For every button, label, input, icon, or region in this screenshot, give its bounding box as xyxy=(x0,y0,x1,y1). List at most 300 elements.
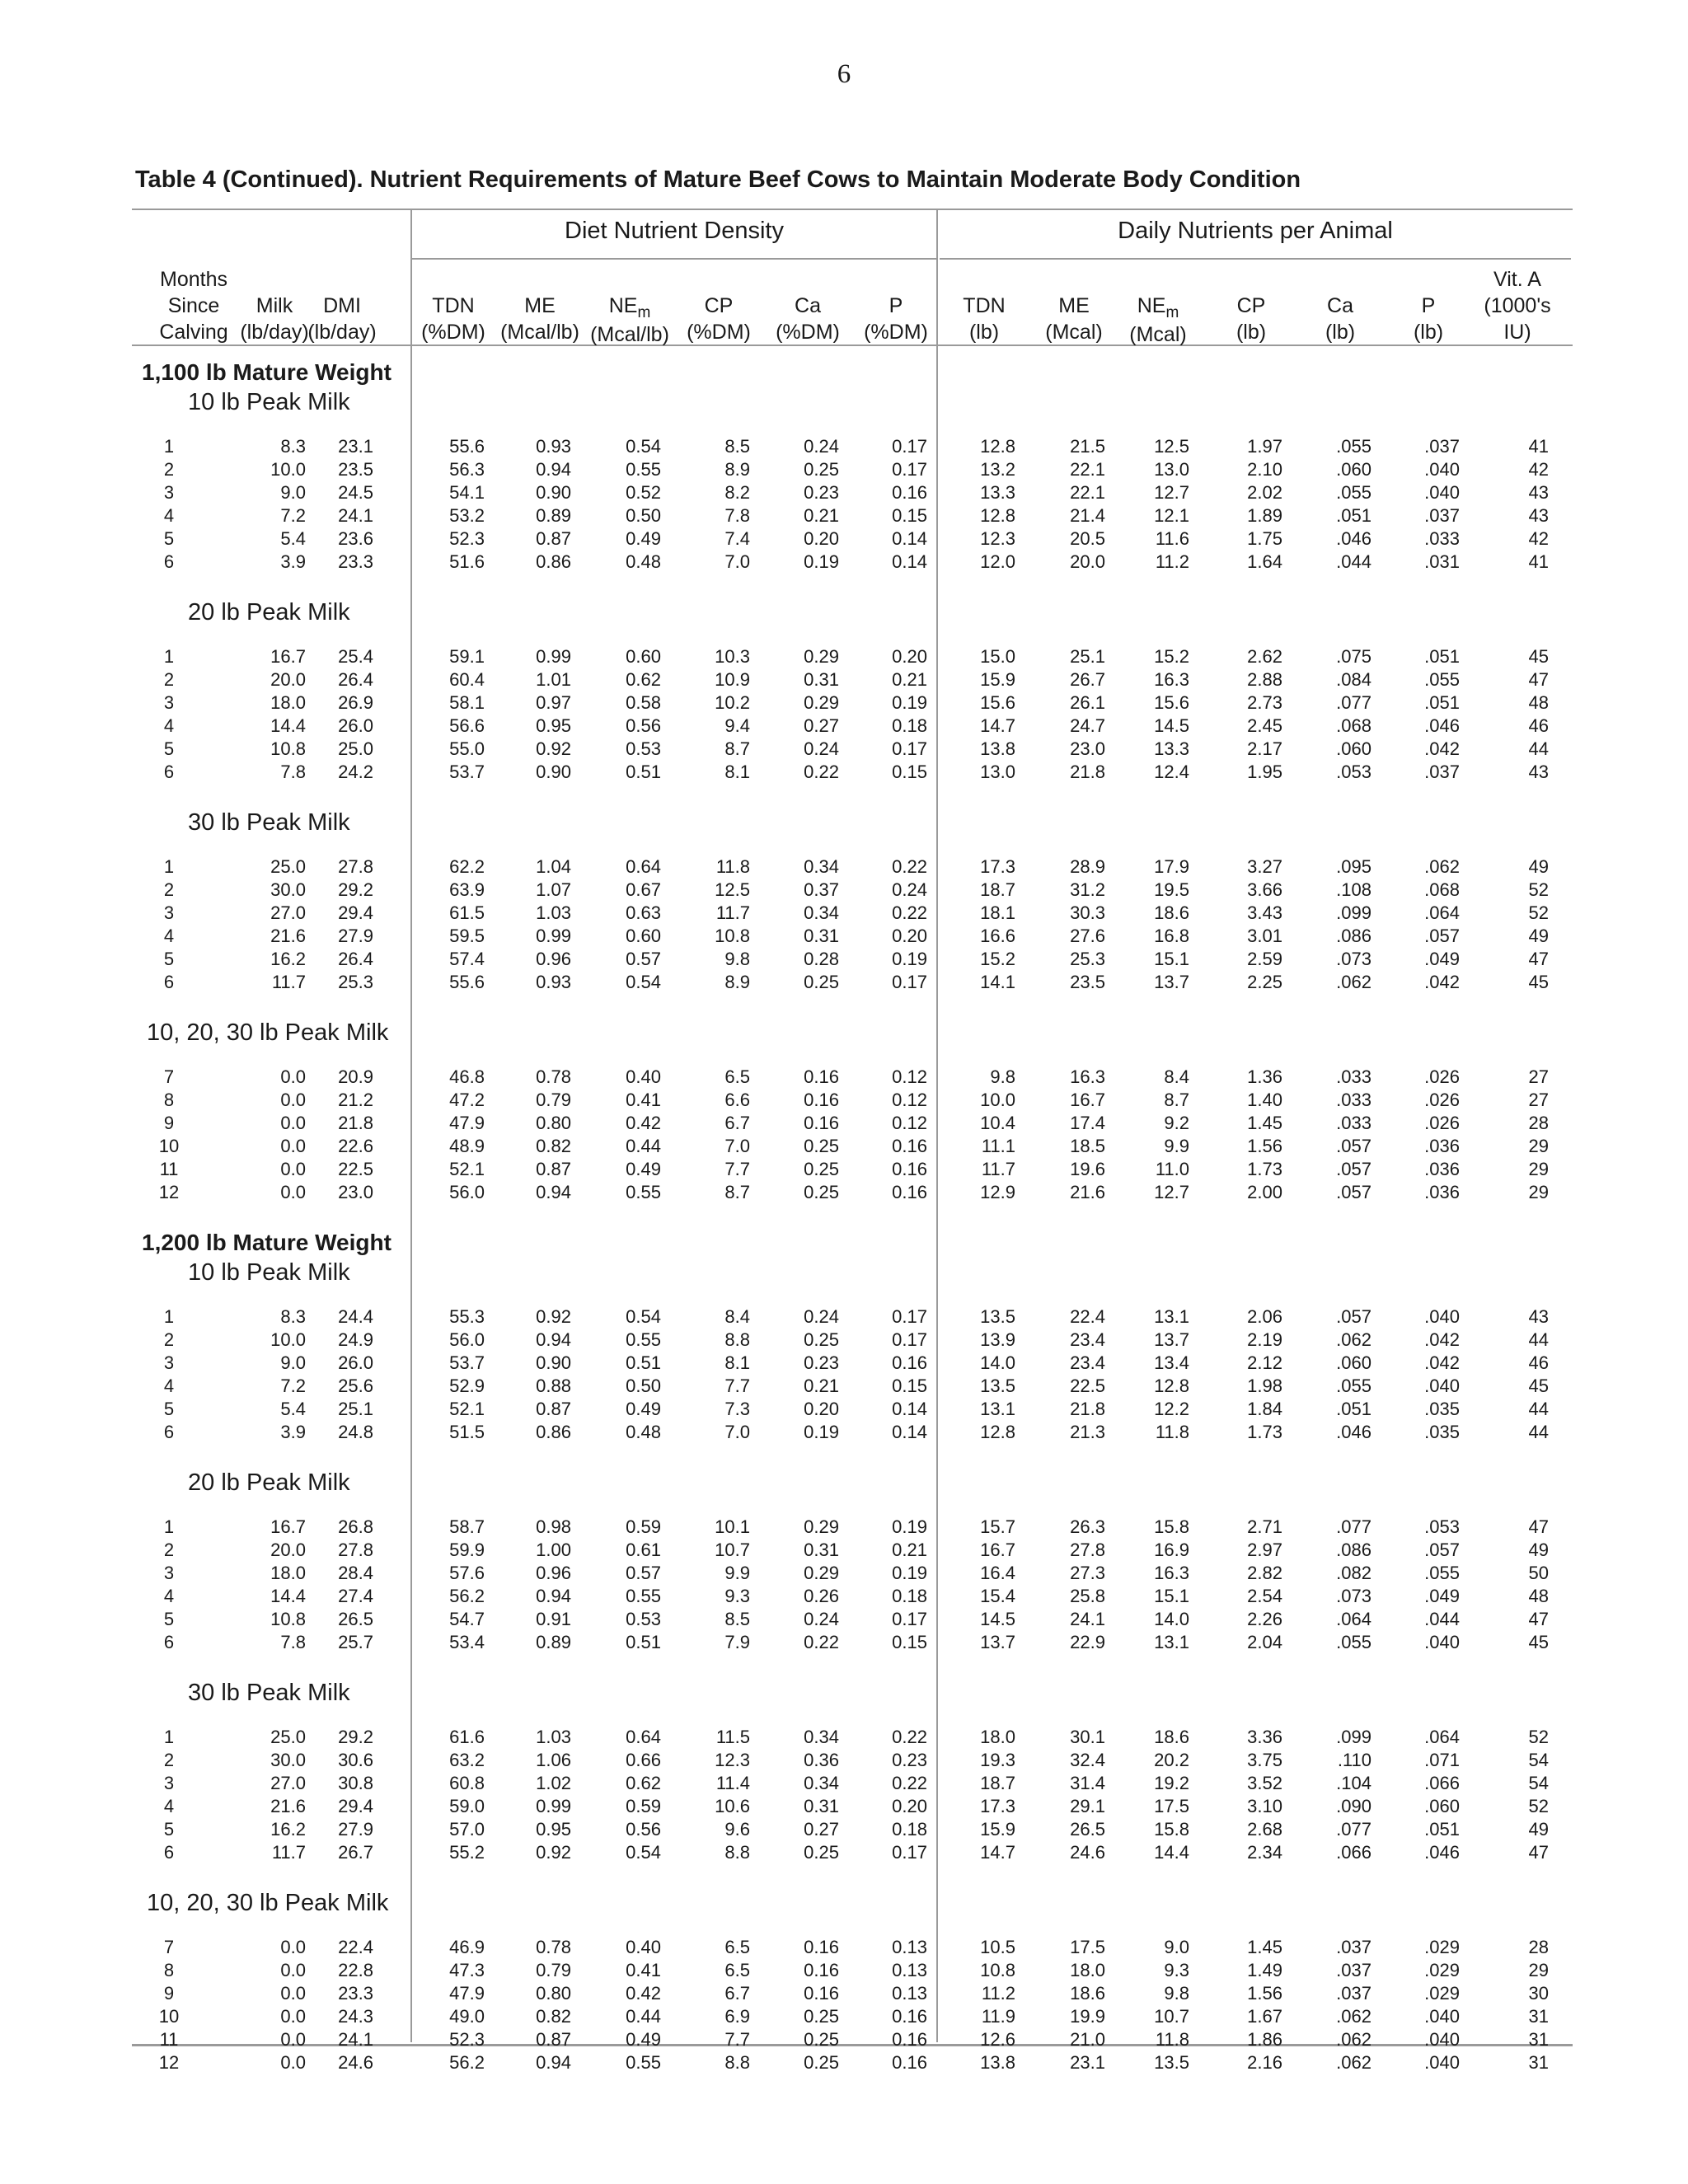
cell-nem-mcal-lb: 0.40 xyxy=(626,1066,661,1087)
cell-me-mcal-lb: 0.82 xyxy=(536,1136,571,1156)
col-header-line: (lb) xyxy=(968,321,1000,344)
cell-tdn-lb: 11.2 xyxy=(981,1983,1015,2004)
cell-dmi: 22.8 xyxy=(338,1960,373,1980)
cell-cp-dm: 8.8 xyxy=(724,1842,750,1863)
cell-cp-lb: 2.06 xyxy=(1247,1306,1282,1327)
cell-dmi: 23.1 xyxy=(338,436,373,457)
cell-me-mcal: 20.0 xyxy=(1070,551,1105,572)
cell-p-lb: .044 xyxy=(1424,1609,1460,1629)
cell-nem-mcal: 15.2 xyxy=(1154,646,1189,667)
cell-months: 1 xyxy=(163,856,175,877)
cell-months: 8 xyxy=(163,1090,175,1110)
cell-months: 4 xyxy=(163,1376,175,1396)
cell-dmi: 25.0 xyxy=(338,738,373,759)
cell-me-mcal: 31.2 xyxy=(1070,879,1105,900)
cell-p-lb: .042 xyxy=(1424,972,1460,992)
cell-cp-lb: 1.73 xyxy=(1247,1422,1282,1442)
cell-nem-mcal: 19.2 xyxy=(1154,1773,1189,1793)
cell-tdn-lb: 12.8 xyxy=(980,1422,1015,1442)
cell-cp-lb: 2.97 xyxy=(1247,1540,1282,1560)
cell-months: 6 xyxy=(163,1842,175,1863)
cell-ca-dm: 0.34 xyxy=(804,856,839,877)
section-milk-label: 30 lb Peak Milk xyxy=(188,809,350,836)
cell-milk: 20.0 xyxy=(270,669,306,690)
cell-cp-lb: 2.10 xyxy=(1247,459,1282,480)
cell-nem-mcal-lb: 0.42 xyxy=(626,1113,661,1133)
cell-cp-dm: 6.5 xyxy=(724,1066,750,1087)
cell-nem-mcal-lb: 0.58 xyxy=(626,692,661,713)
cell-milk: 3.9 xyxy=(280,1422,306,1442)
cell-me-mcal-lb: 0.89 xyxy=(536,505,571,526)
cell-me-mcal-lb: 0.95 xyxy=(536,715,571,736)
section-milk-label: 10 lb Peak Milk xyxy=(188,389,350,415)
cell-me-mcal-lb: 0.92 xyxy=(536,1842,571,1863)
cell-dmi: 28.4 xyxy=(338,1563,373,1583)
cell-nem-mcal-lb: 0.44 xyxy=(626,2006,661,2027)
cell-cp-dm: 6.6 xyxy=(724,1090,750,1110)
cell-dmi: 30.8 xyxy=(338,1773,373,1793)
cell-nem-mcal-lb: 0.49 xyxy=(626,528,661,549)
cell-tdn-dm: 46.9 xyxy=(449,1937,485,1957)
cell-nem-mcal-lb: 0.41 xyxy=(626,1960,661,1980)
cell-milk: 16.7 xyxy=(270,646,306,667)
cell-nem-mcal: 14.0 xyxy=(1154,1609,1189,1629)
page-number: 6 xyxy=(837,59,851,89)
cell-nem-mcal-lb: 0.55 xyxy=(626,1329,661,1350)
cell-milk: 14.4 xyxy=(270,715,306,736)
cell-p-lb: .066 xyxy=(1424,1773,1460,1793)
cell-nem-mcal: 12.5 xyxy=(1154,436,1189,457)
cell-me-mcal: 22.1 xyxy=(1070,459,1105,480)
cell-cp-lb: 2.04 xyxy=(1247,1632,1282,1652)
cell-cp-dm: 12.5 xyxy=(715,879,750,900)
cell-months: 1 xyxy=(163,436,175,457)
cell-me-mcal: 21.3 xyxy=(1070,1422,1105,1442)
cell-p-lb: .060 xyxy=(1424,1796,1460,1816)
cell-milk: 9.0 xyxy=(280,1352,306,1373)
cell-months: 9 xyxy=(163,1113,175,1133)
cell-ca-dm: 0.27 xyxy=(804,715,839,736)
cell-months: 11 xyxy=(159,2029,179,2050)
cell-p-lb: .046 xyxy=(1424,715,1460,736)
col-header-line xyxy=(1202,266,1301,293)
group-header-daily: Daily Nutrients per Animal xyxy=(1118,218,1393,244)
cell-me-mcal: 16.7 xyxy=(1070,1090,1105,1110)
cell-cp-lb: 1.67 xyxy=(1247,2006,1282,2027)
cell-milk: 0.0 xyxy=(280,2006,306,2027)
cell-ca-dm: 0.20 xyxy=(804,1399,839,1419)
cell-cp-dm: 7.7 xyxy=(724,1159,750,1179)
cell-ca-lb: .077 xyxy=(1336,692,1372,713)
cell-me-mcal: 29.1 xyxy=(1070,1796,1105,1816)
cell-me-mcal: 27.6 xyxy=(1070,926,1105,946)
cell-tdn-dm: 55.6 xyxy=(449,972,485,992)
cell-tdn-lb: 11.7 xyxy=(981,1159,1015,1179)
cell-milk: 0.0 xyxy=(280,1159,306,1179)
cell-cp-dm: 9.3 xyxy=(724,1586,750,1606)
cell-dmi: 20.9 xyxy=(338,1066,373,1087)
cell-cp-lb: 1.49 xyxy=(1247,1960,1282,1980)
cell-tdn-dm: 61.6 xyxy=(449,1727,485,1747)
cell-ca-dm: 0.24 xyxy=(804,1609,839,1629)
cell-me-mcal-lb: 0.98 xyxy=(536,1516,571,1537)
cell-me-mcal: 22.5 xyxy=(1070,1376,1105,1396)
cell-milk: 16.2 xyxy=(270,1819,306,1840)
cell-nem-mcal: 12.7 xyxy=(1154,482,1189,503)
cell-dmi: 23.0 xyxy=(338,1182,373,1202)
cell-cp-lb: 1.86 xyxy=(1247,2029,1282,2050)
cell-milk: 27.0 xyxy=(270,902,306,923)
cell-ca-dm: 0.29 xyxy=(804,1516,839,1537)
cell-p-lb: .049 xyxy=(1424,949,1460,969)
col-header-line: (lb/day) xyxy=(240,321,309,344)
cell-dmi: 27.8 xyxy=(338,1540,373,1560)
cell-p-lb: .036 xyxy=(1424,1182,1460,1202)
cell-nem-mcal-lb: 0.54 xyxy=(626,972,661,992)
cell-p-lb: .040 xyxy=(1424,1632,1460,1652)
cell-milk: 20.0 xyxy=(270,1540,306,1560)
cell-milk: 7.2 xyxy=(280,1376,306,1396)
section-milk-label: 20 lb Peak Milk xyxy=(188,599,350,626)
cell-p-lb: .031 xyxy=(1424,551,1460,572)
top-rule xyxy=(132,209,1573,210)
cell-ca-dm: 0.22 xyxy=(804,1632,839,1652)
cell-nem-mcal: 13.5 xyxy=(1154,2052,1189,2073)
cell-tdn-lb: 17.3 xyxy=(980,856,1015,877)
cell-cp-lb: 2.16 xyxy=(1247,2052,1282,2073)
cell-cp-dm: 7.0 xyxy=(724,1136,750,1156)
cell-me-mcal: 19.9 xyxy=(1070,2006,1105,2027)
section-milk-label: 10, 20, 30 lb Peak Milk xyxy=(147,1019,389,1046)
cell-me-mcal-lb: 0.99 xyxy=(536,926,571,946)
cell-months: 3 xyxy=(163,1352,175,1373)
cell-months: 10 xyxy=(158,1136,180,1156)
cell-months: 4 xyxy=(163,1796,175,1816)
cell-dmi: 25.1 xyxy=(338,1399,373,1419)
cell-tdn-lb: 18.7 xyxy=(980,879,1015,900)
cell-p-dm: 0.17 xyxy=(892,972,927,992)
cell-cp-lb: 1.97 xyxy=(1247,436,1282,457)
cell-p-dm: 0.17 xyxy=(892,1609,927,1629)
cell-nem-mcal-lb: 0.53 xyxy=(626,738,661,759)
cell-ca-lb: .099 xyxy=(1336,1727,1372,1747)
cell-nem-mcal-lb: 0.44 xyxy=(626,1136,661,1156)
cell-p-dm: 0.15 xyxy=(892,1632,927,1652)
cell-tdn-dm: 60.4 xyxy=(449,669,485,690)
cell-nem-mcal: 13.1 xyxy=(1154,1306,1189,1327)
cell-ca-lb: .037 xyxy=(1336,1937,1372,1957)
cell-p-lb: .051 xyxy=(1424,1819,1460,1840)
cell-p-lb: .053 xyxy=(1424,1516,1460,1537)
cell-p-dm: 0.19 xyxy=(892,949,927,969)
cell-cp-lb: 3.01 xyxy=(1247,926,1282,946)
cell-cp-dm: 11.5 xyxy=(715,1727,750,1747)
cell-vit-a: 44 xyxy=(1528,738,1549,759)
cell-ca-dm: 0.16 xyxy=(804,1113,839,1133)
cell-ca-lb: .033 xyxy=(1336,1066,1372,1087)
cell-cp-dm: 11.7 xyxy=(715,902,750,923)
cell-dmi: 26.8 xyxy=(338,1516,373,1537)
cell-vit-a: 31 xyxy=(1528,2029,1549,2050)
cell-tdn-dm: 58.1 xyxy=(449,692,485,713)
cell-dmi: 24.5 xyxy=(338,482,373,503)
cell-me-mcal: 25.1 xyxy=(1070,646,1105,667)
cell-me-mcal: 21.8 xyxy=(1070,762,1105,782)
cell-cp-dm: 7.8 xyxy=(724,505,750,526)
cell-cp-lb: 2.25 xyxy=(1247,972,1282,992)
cell-dmi: 27.4 xyxy=(338,1586,373,1606)
cell-tdn-dm: 56.2 xyxy=(449,2052,485,2073)
cell-nem-mcal-lb: 0.57 xyxy=(626,1563,661,1583)
cell-tdn-lb: 10.5 xyxy=(980,1937,1015,1957)
col-header-line: Calving xyxy=(159,321,228,344)
col-header-ca-lb xyxy=(1291,266,1390,345)
cell-cp-dm: 8.9 xyxy=(724,972,750,992)
cell-nem-mcal: 10.7 xyxy=(1154,2006,1189,2027)
cell-me-mcal-lb: 0.91 xyxy=(536,1609,571,1629)
cell-cp-dm: 10.2 xyxy=(715,692,750,713)
col-header-line xyxy=(669,266,768,293)
table-title: Table 4 (Continued). Nutrient Requirements of Mature Beef Cows to Maintain Moderate Body Condition xyxy=(135,166,1301,193)
cell-months: 6 xyxy=(163,762,175,782)
cell-months: 7 xyxy=(163,1937,175,1957)
cell-vit-a: 27 xyxy=(1528,1066,1549,1087)
col-header-line xyxy=(1291,266,1390,293)
cell-nem-mcal: 12.7 xyxy=(1154,1182,1189,1202)
cell-vit-a: 47 xyxy=(1528,949,1549,969)
cell-vit-a: 42 xyxy=(1528,528,1549,549)
cell-p-lb: .035 xyxy=(1424,1399,1460,1419)
cell-cp-dm: 8.1 xyxy=(724,762,750,782)
cell-milk: 0.0 xyxy=(280,1113,306,1133)
cell-milk: 5.4 xyxy=(280,528,306,549)
cell-milk: 0.0 xyxy=(280,1182,306,1202)
cell-tdn-lb: 17.3 xyxy=(980,1796,1015,1816)
cell-dmi: 26.9 xyxy=(338,692,373,713)
cell-cp-lb: 3.43 xyxy=(1247,902,1282,923)
cell-me-mcal-lb: 0.86 xyxy=(536,1422,571,1442)
cell-cp-dm: 8.7 xyxy=(724,738,750,759)
cell-cp-dm: 10.6 xyxy=(715,1796,750,1816)
section-weight-label: 1,200 lb Mature Weight xyxy=(142,1230,392,1255)
cell-ca-lb: .062 xyxy=(1336,2052,1372,2073)
cell-p-dm: 0.13 xyxy=(892,1960,927,1980)
cell-months: 5 xyxy=(163,949,175,969)
cell-ca-dm: 0.37 xyxy=(804,879,839,900)
cell-vit-a: 49 xyxy=(1528,856,1549,877)
col-header-subscript: m xyxy=(637,304,651,321)
cell-p-lb: .064 xyxy=(1424,1727,1460,1747)
cell-p-lb: .040 xyxy=(1424,2006,1460,2027)
section-milk-label: 20 lb Peak Milk xyxy=(188,1469,350,1496)
cell-milk: 7.8 xyxy=(280,762,306,782)
cell-ca-dm: 0.26 xyxy=(804,1586,839,1606)
cell-me-mcal-lb: 1.03 xyxy=(536,902,571,923)
cell-ca-dm: 0.25 xyxy=(804,1159,839,1179)
cell-p-dm: 0.14 xyxy=(892,1399,927,1419)
cell-ca-dm: 0.29 xyxy=(804,646,839,667)
cell-cp-dm: 10.7 xyxy=(715,1540,750,1560)
cell-nem-mcal-lb: 0.55 xyxy=(626,1586,661,1606)
cell-dmi: 21.2 xyxy=(338,1090,373,1110)
cell-tdn-lb: 12.8 xyxy=(980,436,1015,457)
cell-p-dm: 0.16 xyxy=(892,482,927,503)
cell-nem-mcal-lb: 0.60 xyxy=(626,646,661,667)
cell-me-mcal-lb: 1.04 xyxy=(536,856,571,877)
cell-me-mcal: 22.1 xyxy=(1070,482,1105,503)
cell-tdn-dm: 59.9 xyxy=(449,1540,485,1560)
cell-months: 6 xyxy=(163,1422,175,1442)
cell-nem-mcal-lb: 0.54 xyxy=(626,1306,661,1327)
cell-dmi: 26.5 xyxy=(338,1609,373,1629)
cell-cp-dm: 8.5 xyxy=(724,1609,750,1629)
cell-cp-lb: 1.95 xyxy=(1247,762,1282,782)
cell-p-dm: 0.19 xyxy=(892,692,927,713)
cell-nem-mcal: 13.1 xyxy=(1154,1632,1189,1652)
cell-nem-mcal: 12.8 xyxy=(1154,1376,1189,1396)
cell-tdn-lb: 18.7 xyxy=(980,1773,1015,1793)
cell-p-lb: .029 xyxy=(1424,1983,1460,2004)
cell-nem-mcal: 11.0 xyxy=(1155,1159,1189,1179)
cell-p-dm: 0.16 xyxy=(892,1182,927,1202)
cell-p-dm: 0.16 xyxy=(892,1136,927,1156)
cell-milk: 25.0 xyxy=(270,1727,306,1747)
cell-p-dm: 0.14 xyxy=(892,528,927,549)
cell-tdn-lb: 10.4 xyxy=(980,1113,1015,1133)
cell-p-dm: 0.17 xyxy=(892,436,927,457)
cell-vit-a: 46 xyxy=(1528,715,1549,736)
cell-p-lb: .057 xyxy=(1424,926,1460,946)
cell-cp-dm: 9.6 xyxy=(724,1819,750,1840)
cell-ca-lb: .046 xyxy=(1336,528,1372,549)
cell-p-dm: 0.23 xyxy=(892,1750,927,1770)
cell-me-mcal-lb: 1.02 xyxy=(536,1773,571,1793)
cell-cp-dm: 10.3 xyxy=(715,646,750,667)
cell-cp-lb: 2.62 xyxy=(1247,646,1282,667)
col-header-line xyxy=(1379,266,1478,293)
cell-p-dm: 0.16 xyxy=(892,2052,927,2073)
cell-p-dm: 0.17 xyxy=(892,1329,927,1350)
cell-months: 2 xyxy=(163,1329,175,1350)
cell-nem-mcal: 13.7 xyxy=(1154,972,1189,992)
cell-ca-lb: .051 xyxy=(1336,505,1372,526)
cell-nem-mcal-lb: 0.49 xyxy=(626,1399,661,1419)
cell-tdn-lb: 14.1 xyxy=(980,972,1015,992)
cell-ca-dm: 0.16 xyxy=(804,1090,839,1110)
col-header-line: (lb) xyxy=(1325,321,1356,344)
cell-me-mcal-lb: 0.96 xyxy=(536,949,571,969)
cell-p-dm: 0.22 xyxy=(892,902,927,923)
cell-tdn-dm: 46.8 xyxy=(449,1066,485,1087)
col-header-line: Ca xyxy=(1327,294,1353,317)
cell-ca-dm: 0.25 xyxy=(804,1136,839,1156)
cell-me-mcal: 20.5 xyxy=(1070,528,1105,549)
cell-nem-mcal-lb: 0.57 xyxy=(626,949,661,969)
cell-nem-mcal: 16.3 xyxy=(1154,1563,1189,1583)
cell-cp-lb: 1.56 xyxy=(1247,1136,1282,1156)
cell-tdn-lb: 15.9 xyxy=(980,669,1015,690)
cell-months: 1 xyxy=(163,1727,175,1747)
cell-months: 11 xyxy=(159,1159,179,1179)
cell-p-dm: 0.16 xyxy=(892,2029,927,2050)
cell-me-mcal: 18.5 xyxy=(1070,1136,1105,1156)
cell-nem-mcal-lb: 0.48 xyxy=(626,551,661,572)
cell-months: 5 xyxy=(163,1399,175,1419)
cell-p-dm: 0.14 xyxy=(892,551,927,572)
cell-me-mcal-lb: 0.80 xyxy=(536,1113,571,1133)
cell-tdn-dm: 56.3 xyxy=(449,459,485,480)
col-header-line xyxy=(758,266,857,293)
cell-nem-mcal-lb: 0.49 xyxy=(626,2029,661,2050)
cell-ca-dm: 0.16 xyxy=(804,1066,839,1087)
cell-me-mcal: 24.6 xyxy=(1070,1842,1105,1863)
cell-nem-mcal-lb: 0.51 xyxy=(626,762,661,782)
cell-tdn-lb: 11.9 xyxy=(981,2006,1015,2027)
cell-ca-lb: .110 xyxy=(1337,1750,1372,1770)
cell-cp-lb: 1.84 xyxy=(1247,1399,1282,1419)
cell-p-lb: .037 xyxy=(1424,505,1460,526)
cell-ca-lb: .095 xyxy=(1336,856,1372,877)
cell-tdn-lb: 15.7 xyxy=(980,1516,1015,1537)
col-header-line: (%DM) xyxy=(687,321,751,344)
cell-nem-mcal: 11.8 xyxy=(1155,2029,1189,2050)
cell-cp-dm: 9.8 xyxy=(724,949,750,969)
cell-tdn-lb: 13.5 xyxy=(980,1306,1015,1327)
col-header-line: (Mcal) xyxy=(1045,321,1103,344)
cell-cp-dm: 11.4 xyxy=(715,1773,750,1793)
cell-tdn-dm: 57.0 xyxy=(449,1819,485,1840)
cell-nem-mcal: 16.9 xyxy=(1154,1540,1189,1560)
cell-me-mcal: 19.6 xyxy=(1070,1159,1105,1179)
cell-nem-mcal: 8.7 xyxy=(1164,1090,1189,1110)
cell-ca-dm: 0.25 xyxy=(804,2029,839,2050)
cell-milk: 30.0 xyxy=(270,1750,306,1770)
cell-nem-mcal-lb: 0.55 xyxy=(626,1182,661,1202)
col-header-line: DMI xyxy=(323,294,361,317)
cell-nem-mcal-lb: 0.51 xyxy=(626,1632,661,1652)
cell-p-dm: 0.18 xyxy=(892,1586,927,1606)
cell-vit-a: 42 xyxy=(1528,459,1549,480)
cell-cp-lb: 1.75 xyxy=(1247,528,1282,549)
cell-vit-a: 47 xyxy=(1528,669,1549,690)
cell-ca-dm: 0.23 xyxy=(804,482,839,503)
cell-tdn-dm: 52.9 xyxy=(449,1376,485,1396)
cell-nem-mcal-lb: 0.40 xyxy=(626,1937,661,1957)
cell-months: 5 xyxy=(163,528,175,549)
cell-vit-a: 52 xyxy=(1528,902,1549,923)
divider-left xyxy=(410,210,412,2042)
cell-dmi: 29.2 xyxy=(338,1727,373,1747)
cell-vit-a: 47 xyxy=(1528,1516,1549,1537)
cell-cp-lb: 3.75 xyxy=(1247,1750,1282,1770)
cell-me-mcal-lb: 0.88 xyxy=(536,1376,571,1396)
cell-milk: 0.0 xyxy=(280,1066,306,1087)
col-header-line: (lb/day) xyxy=(307,321,377,344)
cell-ca-lb: .037 xyxy=(1336,1960,1372,1980)
cell-nem-mcal: 13.4 xyxy=(1154,1352,1189,1373)
cell-me-mcal: 16.3 xyxy=(1070,1066,1105,1087)
cell-ca-dm: 0.19 xyxy=(804,1422,839,1442)
cell-tdn-lb: 19.3 xyxy=(980,1750,1015,1770)
cell-me-mcal-lb: 0.94 xyxy=(536,2052,571,2073)
cell-nem-mcal: 14.5 xyxy=(1154,715,1189,736)
cell-me-mcal: 25.8 xyxy=(1070,1586,1105,1606)
cell-tdn-lb: 12.9 xyxy=(980,1182,1015,1202)
col-header-line: Ca xyxy=(795,294,821,317)
cell-me-mcal-lb: 0.95 xyxy=(536,1819,571,1840)
cell-cp-dm: 8.1 xyxy=(724,1352,750,1373)
cell-vit-a: 29 xyxy=(1528,1960,1549,1980)
